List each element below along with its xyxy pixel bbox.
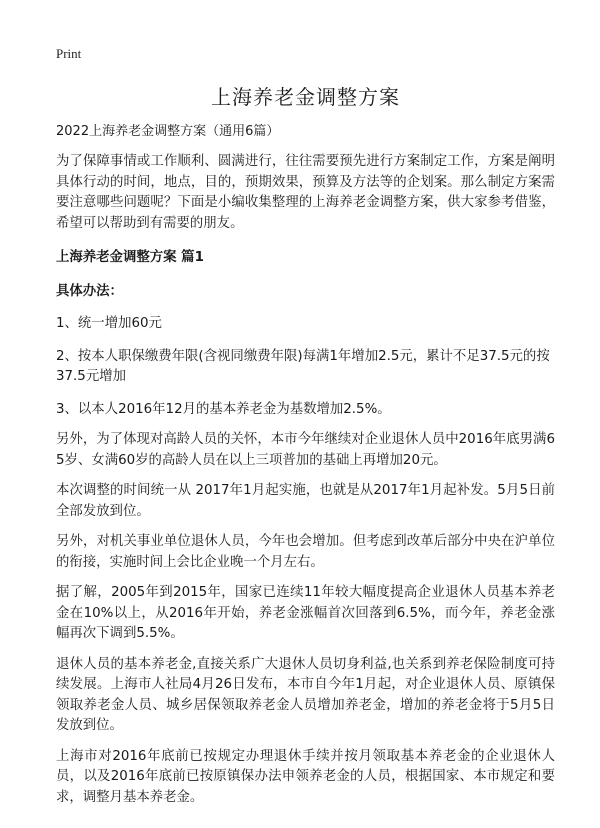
body-paragraph: 上海市对2016年底前已按规定办理退休手续并按月领取基本养老金的企业退休人员，以及2016年底前已按原镇保办法申领养老金的人员，根据国家、本市规定和要求，调整月基本养老金。 xyxy=(56,748,555,805)
list-item: 3、以本人2016年12月的基本养老金为基数增加2.5%。 xyxy=(56,401,391,417)
intro-paragraph: 为了保障事情或工作顺利、圆满进行，往往需要预先进行方案制定工作，方案是阐明具体行动的时间，地点，目的，预期效果，预算及方法等的企划案。那么制定方案需要注意哪些问题呢？下面是小编收集整理的上海养老金调整方案，供大家参考借鉴，希望可以帮助到有需要的朋友。 xyxy=(56,154,555,231)
list-item: 1、统一增加60元 xyxy=(56,316,162,331)
body-paragraph: 另外，对机关事业单位退休人员，今年也会增加。但考虑到改革后部分中央在沪单位的衔接，实施时间上会比企业晚一个月左右。 xyxy=(56,534,555,570)
body-paragraph: 另外，为了体现对高龄人员的关怀，本市今年继续对企业退休人员中2016年底男满65岁、女满60岁的高龄人员在以上三项普加的基础上再增加20元。 xyxy=(56,432,555,468)
subsection-title: 具体办法： xyxy=(56,284,123,299)
print-label: Print xyxy=(56,46,82,61)
section-title: 上海养老金调整方案 篇1 xyxy=(56,250,204,265)
document-title: 上海养老金调整方案 xyxy=(211,85,400,109)
body-paragraph: 据了解，2005年到2015年，国家已连续11年较大幅度提高企业退休人员基本养老金在10%以上，从2016年开始，养老金涨幅首次回落到6.5%，而今年，养老金涨幅再次下调到5.5%。 xyxy=(56,585,555,641)
list-item: 2、按本人职保缴费年限(含视同缴费年限)每满1年增加2.5元，累计不足37.5元的按37.5元增加 xyxy=(56,348,550,384)
body-paragraph: 退休人员的基本养老金,直接关系广大退休人员切身利益,也关系到养老保险制度可持续发展。上海市人社局4月26日发布，本市自今年1月起，对企业退休人员、原镇保领取养老金人员、城乡居保领取养老金人员增加养老金，增加的养老金将于5月5日发放到位。 xyxy=(56,656,555,733)
body-paragraph: 本次调整的时间统一从 2017年1月起实施，也就是从2017年1月起补发。5月5日前全部发放到位。 xyxy=(56,483,555,519)
document-subtitle: 2022上海养老金调整方案（通用6篇） xyxy=(56,124,280,139)
